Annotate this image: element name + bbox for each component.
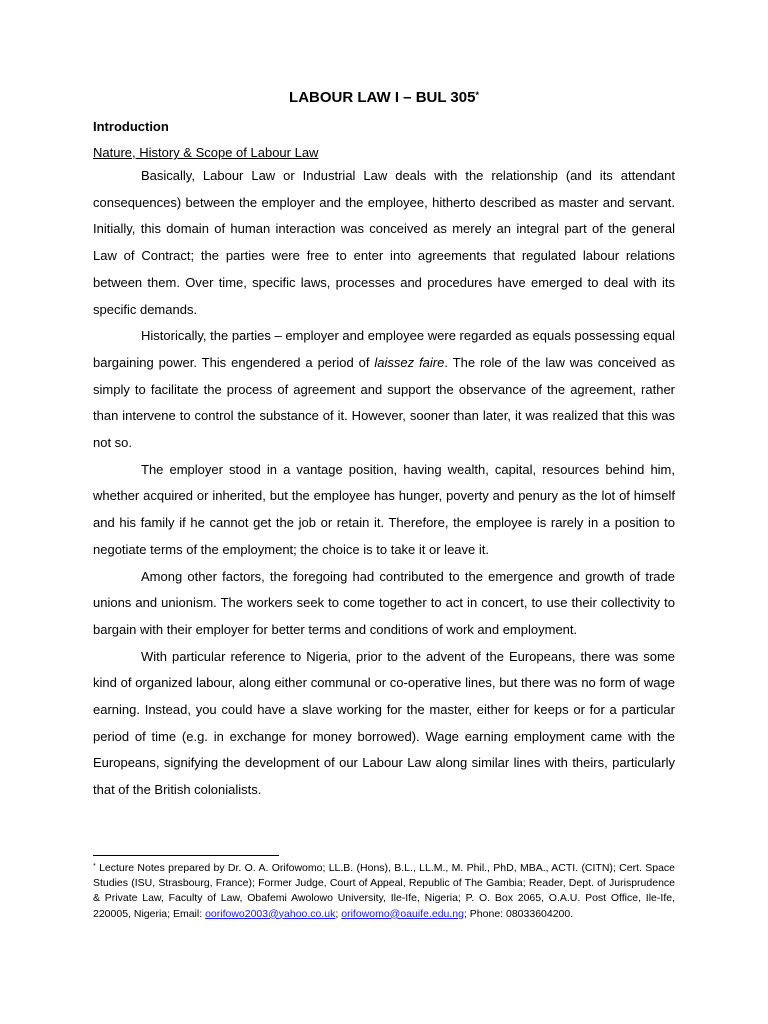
subheading: Nature, History & Scope of Labour Law [93, 145, 319, 160]
email-link-yahoo[interactable]: oorifowo2003@yahoo.co.uk [205, 907, 336, 920]
paragraph: With particular reference to Nigeria, prior to the advent of the Europeans, there was some kind of organized labour, along either communal or co-operative lines, but there was no form of wage earning. Instead, you could have a slave working for the master, either for keeps or for a particular period of time (e.g. in exchange for money borrowed). Wage earning employment came with the Europeans, signifying the development of our Labour Law along similar lines with theirs, particularly that of the British colonialists. [93, 648, 675, 798]
paragraph-text: Historically, the parties – employer and employee were regarded as equals possessing equal bargaining power. This engendered a period of [93, 328, 675, 370]
footnote-phone: ; Phone: 08033604200. [463, 907, 574, 920]
section-heading: Introduction [93, 119, 169, 134]
italic-term: laissez faire [374, 354, 445, 370]
paragraph: Among other factors, the foregoing had contributed to the emergence and growth of trade unions and unionism. The workers seek to come together to act in concert, to use their collectivity to bargain with their employer for better terms and conditions of work and employment. [93, 568, 675, 637]
paragraph: The employer stood in a vantage position, having wealth, capital, resources behind him, whether acquired or inherited, but the employee has hunger, poverty and penury as the lot of himself and his family if he cannot get the job or retain it. Therefore, the employee is rarely in a position to negotiate terms of the employment; the choice is to take it or leave it. [93, 461, 675, 557]
footnote-marker: * [93, 863, 96, 870]
paragraph [93, 323, 675, 457]
document-title [93, 88, 675, 108]
document-title-text: LABOUR LAW I – BUL 305 [289, 89, 476, 106]
document-body [93, 88, 675, 804]
email-link-oauife[interactable]: orifowomo@oauife.edu.ng [341, 907, 464, 920]
footnote-text: Lecture Notes prepared by Dr. O. A. Orifowomo; LL.B. (Hons), B.L., LL.M., M. Phil., PhD, MBA., ACTI. (CITN); Cert. Space Studies (ISU, Strasbourg, France); Former Judge, Court of Appeal, Republic of The Gambia; Reader, Dept. of Jurisprudence & Private Law, Faculty of Law, Obafemi Awolowo University, Ile-Ife, Nigeria; P. O. Box 2065, O.A.U. Post Office, Ile-Ife, 220005, Nigeria; Email: [93, 862, 676, 920]
title-footnote-marker[interactable]: * [475, 90, 479, 100]
footnote-separator-text: ; [335, 907, 342, 920]
paragraph: Basically, Labour Law or Industrial Law deals with the relationship (and its attendant consequences) between the employer and the employee, hitherto described as master and servant. Initially, this domain of human interaction was conceived as merely an integral part of the general Law of Contract; the parties were free to enter into agreements that regulated labour relations between them. Over time, specific laws, processes and procedures have emerged to deal with its specific demands. [93, 168, 675, 317]
footnote [93, 861, 675, 922]
footnote-separator [93, 855, 279, 856]
paragraph-text: . The role of the law was conceived as simply to facilitate the process of agreement and support the observance of the agreement, rather than intervene to control the substance of it. However, sooner than later, it was realized that this was not so. [93, 354, 675, 451]
